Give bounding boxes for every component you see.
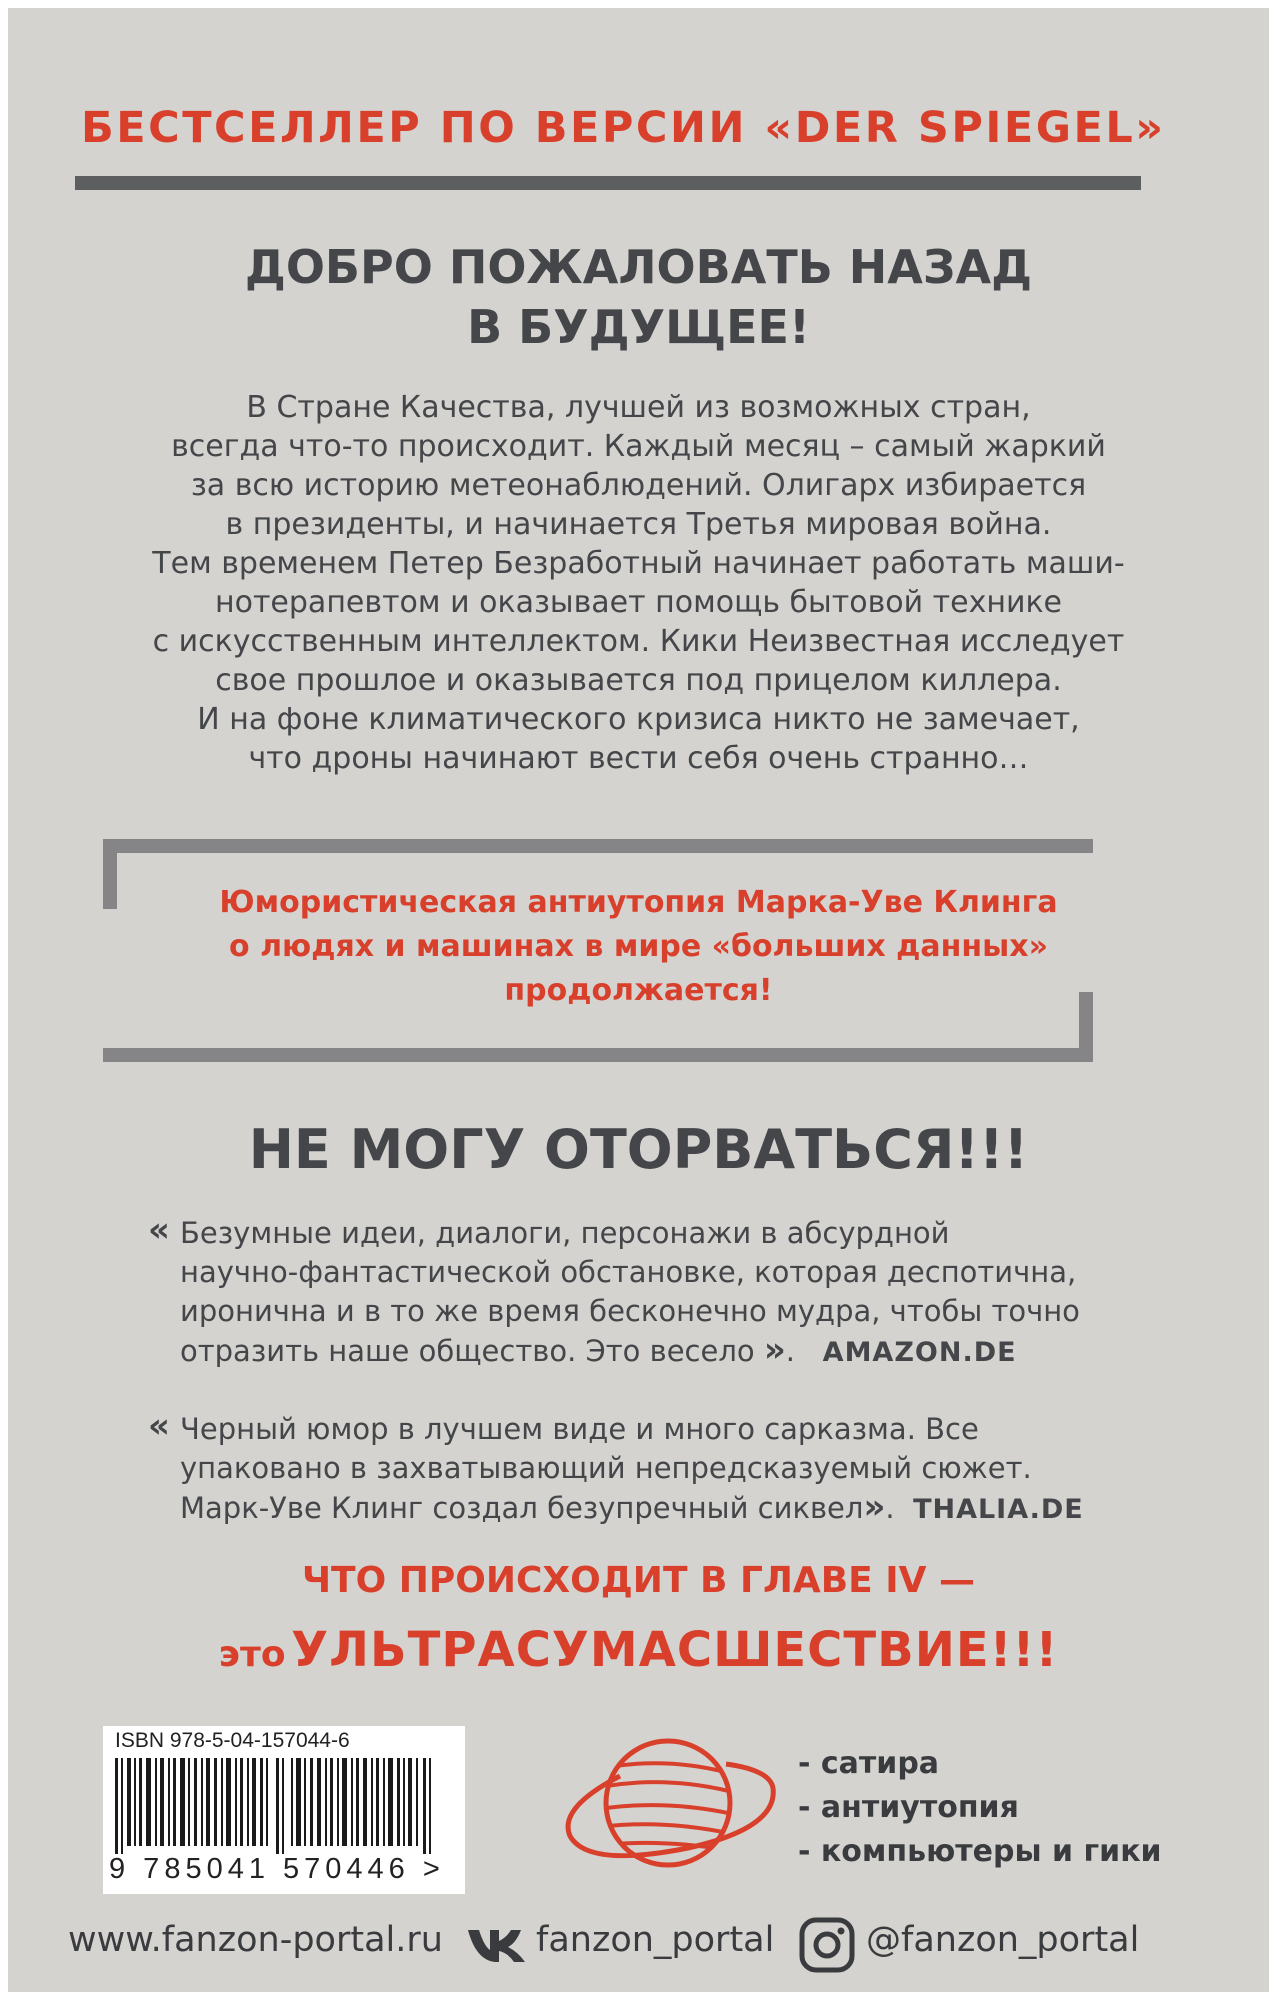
isbn-text: ISBN 978-5-04-157044-6: [115, 1729, 350, 1752]
barcode-bars: [111, 1758, 457, 1854]
promo-frame-top: [103, 839, 1093, 853]
intro-line: за всю историю метеонаблюдений. Олигарх избирается: [190, 468, 1087, 503]
chapter-tagline-line2: [8, 1622, 1269, 1678]
intro-line: И на фоне климатического кризиса никто не замечает,: [197, 702, 1080, 737]
review-line-text: Марк-Уве Клинг создал безупречный сиквел: [180, 1491, 864, 1525]
review-line-text: отразить наше общество. Это весело: [180, 1334, 755, 1368]
barcode: [103, 1726, 465, 1894]
intro-line: Тем временем Петер Безработный начинает работать маши-: [152, 546, 1125, 581]
welcome-heading-line2: В БУДУЩЕЕ!: [467, 300, 810, 354]
vk-icon: [466, 1926, 528, 1964]
review-tail: .: [785, 1334, 796, 1368]
promo-frame-bottom: [103, 1048, 1093, 1062]
barcode-number: 9 785041 570446 >: [109, 1853, 445, 1885]
close-quote-mark: »: [763, 1330, 786, 1370]
close-quote-mark: »: [863, 1487, 886, 1527]
review-line: иронична и в то же время бесконечно мудра, чтобы точно: [180, 1294, 1080, 1328]
chapter-tagline-line1: ЧТО ПРОИСХОДИТ В ГЛАВЕ IV —: [301, 1560, 976, 1601]
review-line: [180, 1331, 1080, 1372]
intro-line: нотерапевтом и оказывает помощь бытовой технике: [214, 585, 1063, 620]
book-back-cover: [8, 8, 1269, 1992]
open-quote-mark: «: [148, 1406, 170, 1446]
intro-line: В Стране Качества, лучшей из возможных стран,: [246, 390, 1031, 425]
genre-item: - сатира: [798, 1746, 940, 1781]
saturn-icon: [548, 1708, 788, 1898]
review-line: упаковано в захватывающий непредсказуемый сюжет.: [180, 1451, 1032, 1485]
intro-line: с искусственным интеллектом. Кики Неизвестная исследует: [152, 624, 1125, 659]
header-divider: [75, 176, 1141, 190]
vk-handle[interactable]: fanzon_portal: [536, 1920, 775, 1960]
promo-line: продолжается!: [504, 973, 773, 1008]
welcome-heading-line1: ДОБРО ПОЖАЛОВАТЬ НАЗАД: [244, 240, 1033, 294]
review-amazon: [180, 1214, 1080, 1372]
open-quote-mark: «: [148, 1210, 170, 1250]
promo-line: о людях и машинах в мире «больших данных»: [229, 929, 1048, 964]
intro-line: что дроны начинают вести себя очень странно…: [248, 741, 1029, 776]
review-thalia: [180, 1410, 1084, 1529]
intro-line: всегда что-то происходит. Каждый месяц – самый жаркий: [171, 429, 1106, 464]
review-tail: .: [885, 1491, 895, 1525]
review-line: [180, 1488, 1084, 1529]
instagram-handle[interactable]: @fanzon_portal: [866, 1920, 1140, 1960]
review-line: Черный юмор в лучшем виде и много сарказма. Все: [180, 1412, 979, 1446]
reviews-heading: НЕ МОГУ ОТОРВАТЬСЯ!!!: [248, 1118, 1029, 1181]
chapter-emphasis: УЛЬТРАСУМАСШЕСТВИЕ!!!: [291, 1622, 1059, 1678]
intro-line: в президенты, и начинается Третья мировая война.: [225, 507, 1052, 542]
review-line: Безумные идеи, диалоги, персонажи в абсурдной: [180, 1216, 950, 1250]
promo-text: [68, 881, 1209, 1013]
intro-line: свое прошлое и оказывается под прицелом киллера.: [215, 663, 1062, 698]
chapter-prefix: это: [218, 1634, 286, 1675]
genre-item: - антиутопия: [798, 1790, 1019, 1825]
genre-item: - компьютеры и гики: [798, 1834, 1162, 1869]
instagram-icon: [798, 1916, 856, 1974]
review-line: научно-фантастической обстановке, которая деспотична,: [180, 1255, 1077, 1289]
intro-paragraph: [68, 388, 1209, 778]
bestseller-banner: БЕСТСЕЛЛЕР ПО ВЕРСИИ «DER SPIEGEL»: [81, 103, 1166, 153]
promo-line: Юмористическая антиутопия Марка-Уве Клинга: [219, 885, 1058, 920]
website-link[interactable]: www.fanzon-portal.ru: [68, 1920, 443, 1960]
review-source: THALIA.DE: [913, 1494, 1084, 1525]
review-source: AMAZON.DE: [822, 1337, 1017, 1368]
